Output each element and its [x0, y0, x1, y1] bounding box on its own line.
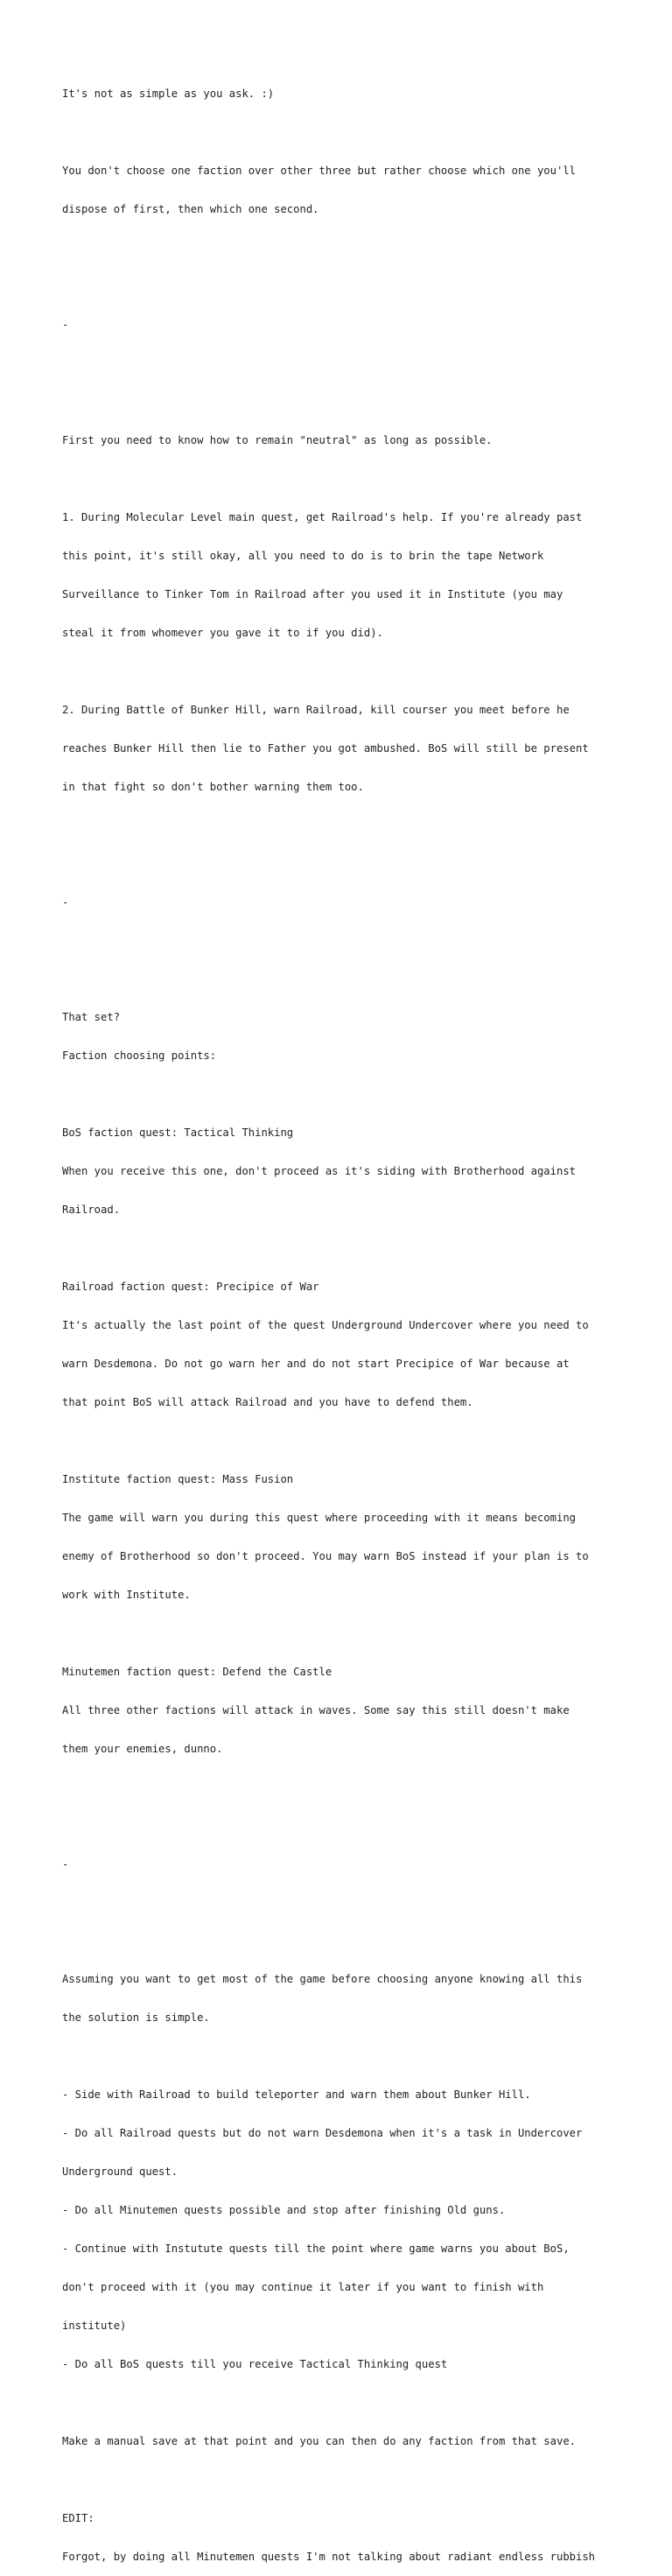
text-line: don't proceed with it (you may continue it later if you want to finish with	[62, 2281, 544, 2294]
text-line: Institute faction quest: Mass Fusion	[62, 1472, 294, 1485]
text-line: - Do all BoS quests till you receive Tactical Thinking quest	[62, 2358, 448, 2371]
blank-line	[62, 280, 640, 293]
blank-line	[62, 1242, 640, 1255]
separator-dash: -	[62, 1857, 69, 1871]
text-line: That set?	[62, 1011, 121, 1024]
blank-line	[62, 819, 640, 832]
blank-line	[62, 1935, 640, 1948]
blank-line	[62, 972, 640, 986]
blank-line	[62, 1820, 640, 1833]
text-line: The game will warn you during this quest where proceeding with it means becoming	[62, 1511, 576, 1524]
text-line: Surveillance to Tinker Tom in Railroad after you used it in Institute (you may	[62, 587, 564, 600]
text-line: Forgot, by doing all Minutemen quests I'm not talking about radiant endless rubbish	[62, 2550, 596, 2563]
separator-dash: -	[62, 895, 69, 909]
text-line: - Do all Railroad quests but do not warn Desdemona when it's a task in Undercover	[62, 2127, 583, 2140]
blank-line	[62, 2474, 640, 2487]
text-line: It's not as simple as you ask. :)	[62, 88, 275, 101]
blank-line	[62, 1435, 640, 1448]
text-line: Minutemen faction quest: Defend the Castle	[62, 1665, 332, 1678]
blank-line	[62, 1627, 640, 1640]
blank-line	[62, 1897, 640, 1910]
text-line: When you receive this one, don't proceed as it's siding with Brotherhood against	[62, 1165, 576, 1178]
text-line: All three other factions will attack in waves. Some say this still doesn't make	[62, 1703, 570, 1716]
text-line: 1. During Molecular Level main quest, get Railroad's help. If you're already past	[62, 510, 583, 523]
text-line: Assuming you want to get most of the game before choosing anyone knowing all this	[62, 1973, 583, 1986]
text-line: EDIT:	[62, 2512, 94, 2524]
separator-dash: -	[62, 319, 69, 332]
blank-line	[62, 858, 640, 871]
text-line: 2. During Battle of Bunker Hill, warn Railroad, kill courser you meet before he	[62, 703, 570, 716]
text-line: in that fight so don't bother warning them too.	[62, 780, 364, 793]
text-line: It's actually the last point of the quest Underground Undercover where you need to	[62, 1319, 589, 1332]
text-line: - Continue with Instutute quests till the point where game warns you about BoS,	[62, 2243, 570, 2256]
blank-line	[62, 1781, 640, 1794]
text-line: Railroad faction quest: Precipice of War	[62, 1281, 319, 1294]
blank-line	[62, 473, 640, 486]
text-line: institute)	[62, 2320, 127, 2333]
text-line: BoS faction quest: Tactical Thinking	[62, 1127, 294, 1140]
text-line: work with Institute.	[62, 1588, 191, 1601]
text-line: - Side with Railroad to build teleporter and warn them about Bunker Hill.	[62, 2088, 531, 2102]
blank-line	[62, 396, 640, 409]
text-line: steal it from whomever you gave it to if you did).	[62, 626, 383, 639]
blank-line	[62, 126, 640, 139]
text-line: this point, it's still okay, all you need to do is to brin the tape Network	[62, 549, 544, 562]
blank-line	[62, 934, 640, 947]
blank-line	[62, 2397, 640, 2410]
blank-line	[62, 357, 640, 370]
text-line: You don't choose one faction over other three but rather choose which one you'll	[62, 165, 576, 178]
text-line: them your enemies, dunno.	[62, 1742, 223, 1755]
blank-line	[62, 665, 640, 678]
text-line: Faction choosing points:	[62, 1049, 217, 1063]
text-line: Railroad.	[62, 1204, 121, 1217]
blank-line	[62, 1088, 640, 1101]
text-line: warn Desdemona. Do not go warn her and do not start Precipice of War because at	[62, 1358, 570, 1371]
text-line: Underground quest.	[62, 2165, 178, 2179]
text-line: the solution is simple.	[62, 2011, 210, 2025]
document-page	[62, 62, 640, 2576]
text-line: Make a manual save at that point and you can then do any faction from that save.	[62, 2435, 576, 2448]
text-line: that point BoS will attack Railroad and you have to defend them.	[62, 1396, 473, 1409]
blank-line	[62, 2050, 640, 2063]
text-line: dispose of first, then which one second.	[62, 203, 319, 216]
text-line: enemy of Brotherhood so don't proceed. You may warn BoS instead if your plan is to	[62, 1549, 589, 1562]
blank-line	[62, 242, 640, 255]
text-line: First you need to know how to remain "neutral" as long as possible.	[62, 433, 493, 446]
text-line: - Do all Minutemen quests possible and stop after finishing Old guns.	[62, 2204, 506, 2217]
text-line: reaches Bunker Hill then lie to Father you got ambushed. BoS will still be present	[62, 741, 589, 755]
